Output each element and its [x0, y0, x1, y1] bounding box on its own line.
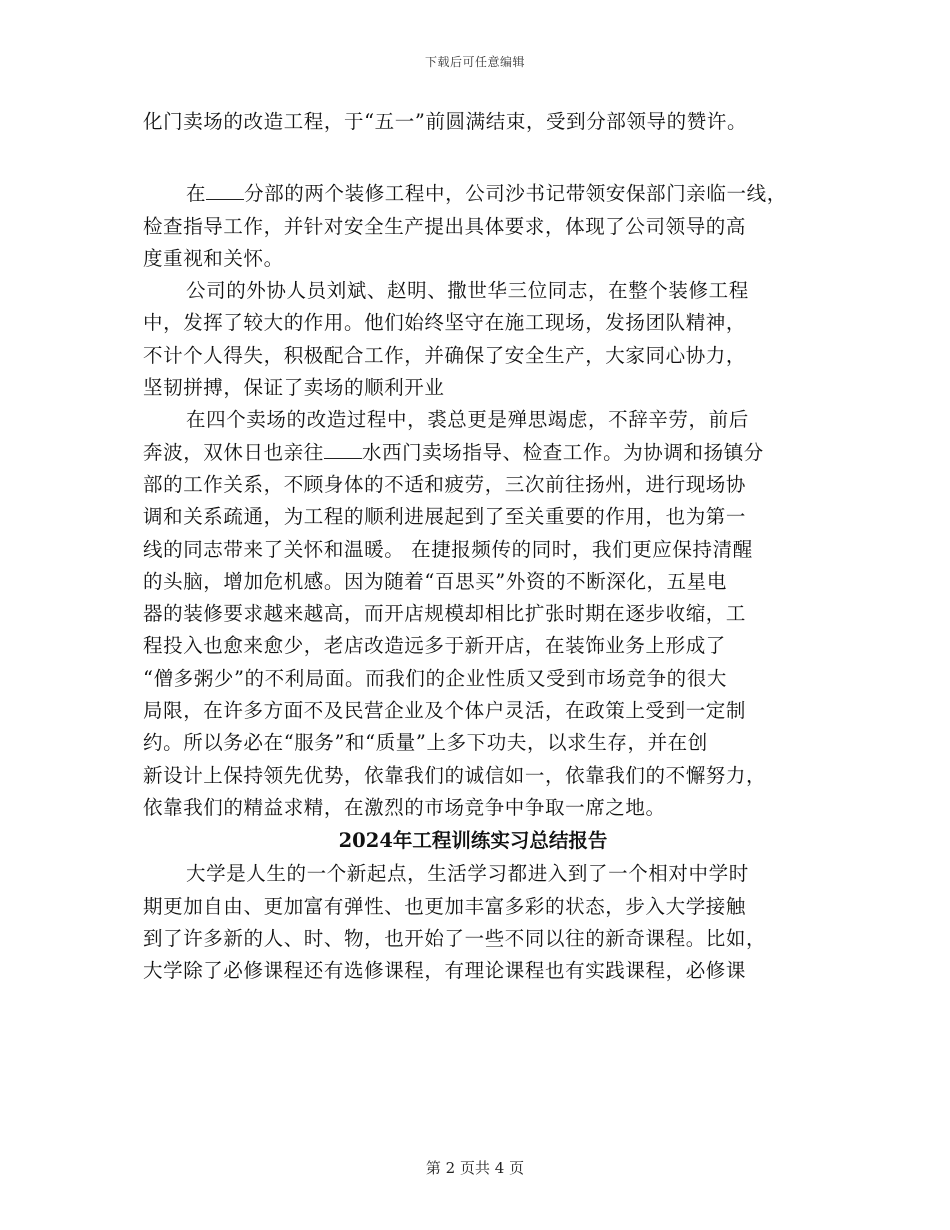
text-line: 器的装修要求越来越高，而开店规模却相比扩张时期在逐步收缩，工	[143, 602, 747, 626]
text-segment: 奔波，双休日也亲往	[143, 440, 324, 464]
text-line: 中，发挥了较大的作用。他们始终坚守在施工现场，发扬团队精神，	[143, 311, 747, 335]
text-line: 调和关系疏通，为工程的顺利进展起到了至关重要的作用，也为第一	[143, 505, 747, 529]
text-line: 程投入也愈来愈少，老店改造远多于新开店，在装饰业务上形成了	[143, 634, 726, 658]
text-line: 约。所以务必在“服务”和“质量”上多下功夫，以求生存，并在创	[143, 731, 708, 755]
blank-underline	[324, 442, 362, 459]
section-title: 2024年工程训练实习总结报告	[338, 829, 608, 853]
text-line: 检查指导工作，并针对安全生产提出具体要求，体现了公司领导的高	[143, 214, 747, 238]
page-footer: 第 2 页共 4 页	[425, 1159, 525, 1177]
text-line: 依靠我们的精益求精，在激烈的市场竞争中争取一席之地。	[143, 795, 666, 819]
text-line: 部的工作关系，不顾身体的不适和疲劳，三次前往扬州，进行现场协	[143, 472, 747, 496]
text-line: 度重视和关怀。	[143, 246, 284, 270]
paragraph-gap	[143, 138, 823, 178]
text-line: 到了许多新的人、时、物，也开始了一些不同以往的新奇课程。比如，	[143, 926, 767, 950]
text-line: 大学除了必修课程还有选修课程，有理论课程也有实践课程，必修课	[143, 959, 747, 983]
text-line	[143, 178, 823, 210]
paragraph-1	[143, 106, 823, 138]
text-segment: 在	[186, 182, 207, 206]
text-line: “僧多粥少”的不利局面。而我们的企业性质又受到市场竞争的很大	[143, 666, 727, 690]
text-line: 坚韧拼搏，保证了卖场的顺利开业	[143, 376, 445, 400]
text-line: 新设计上保持领先优势，依靠我们的诚信如一，依靠我们的不懈努力，	[143, 763, 767, 787]
text-line: 不计个人得失，积极配合工作，并确保了安全生产，大家同心协力，	[143, 343, 747, 367]
text-line: 化门卖场的改造工程，于“五一”前圆满结束，受到分部领导的赞许。	[143, 110, 748, 133]
text-line: 的头脑，增加危机感。因为随着“百思买”外资的不断深化，五星电	[143, 569, 727, 593]
text-line: 期更加自由、更加富有弹性、也更加丰富多彩的状态，步入大学接触	[143, 894, 747, 918]
paragraph-2	[143, 178, 823, 275]
text-segment: 分部的两个装修工程中，公司沙书记带领安保部门亲临一线，	[244, 182, 787, 206]
text-line: 公司的外协人员刘斌、赵明、撒世华三位同志，在整个装修工程	[186, 279, 749, 303]
paragraph-3	[143, 275, 823, 404]
text-segment: 水西门卖场指导、检查工作。为协调和扬镇分	[361, 440, 764, 464]
text-line: 在四个卖场的改造过程中，裘总更是殚思竭虑，不辞辛劳，前后	[186, 408, 749, 432]
blank-underline	[206, 183, 244, 200]
text-line: 大学是人生的一个新起点，生活学习都进入到了一个相对中学时	[186, 862, 749, 886]
text-line: 线的同志带来了关怀和温暖。 在捷报频传的同时，我们更应保持清醒	[143, 537, 753, 561]
page-header: 下载后可任意编辑	[424, 55, 525, 69]
text-line: 局限，在许多方面不及民营企业及个体户灵活，在政策上受到一定制	[143, 699, 747, 723]
text-line	[143, 437, 823, 469]
paragraph-5	[143, 858, 823, 987]
document-body	[143, 106, 823, 987]
paragraph-4	[143, 404, 823, 824]
